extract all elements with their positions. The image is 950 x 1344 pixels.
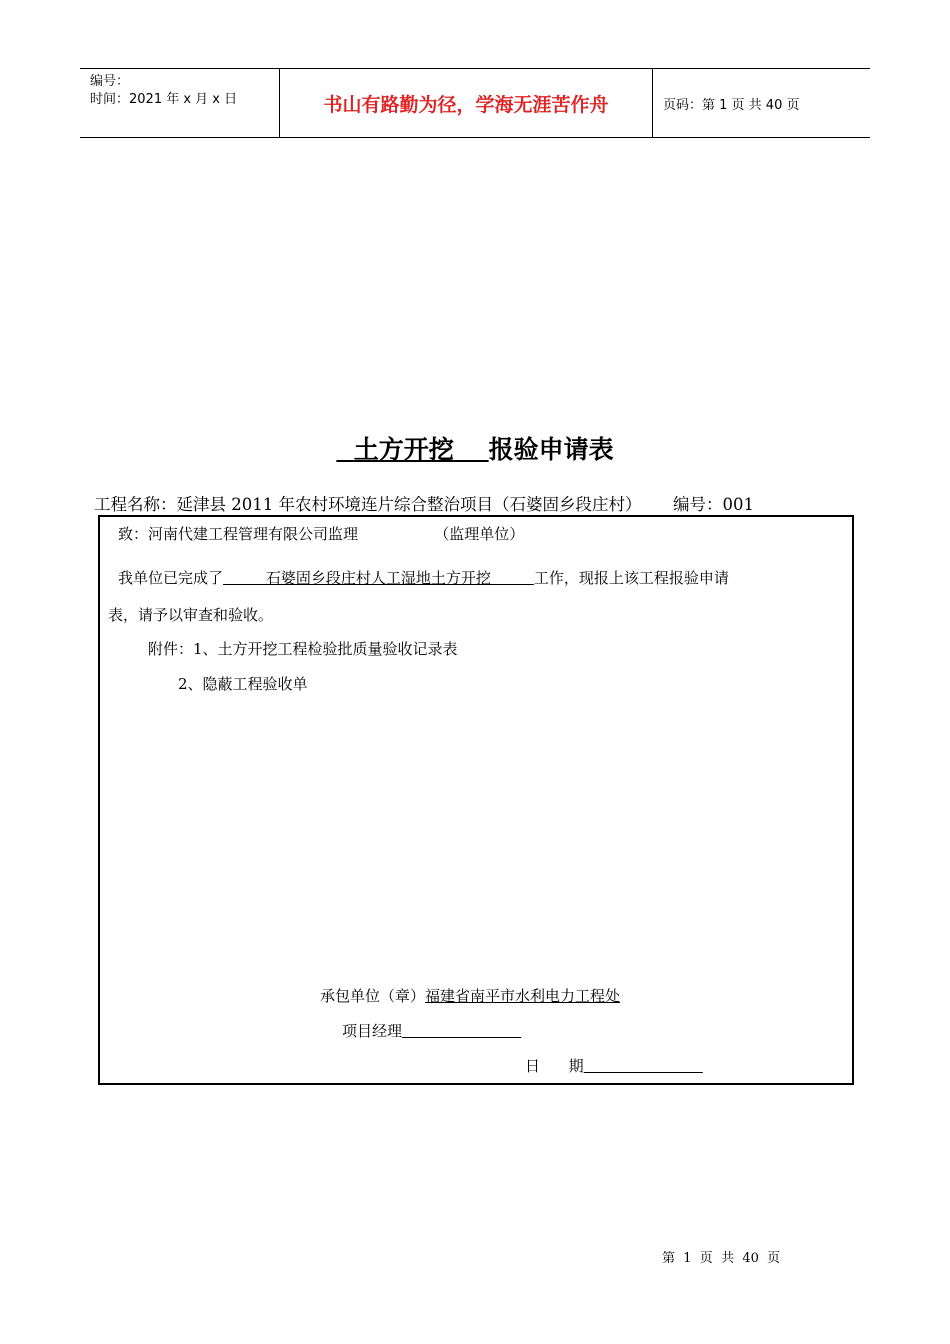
page-info: 页码：第 1 页 共 40 页 [663,97,800,113]
form-title [0,430,950,466]
title-item: 土方开挖 [353,435,454,464]
motto: 书山有路勤为径，学海无涯苦作舟 [280,69,653,137]
header-table [80,68,870,138]
manager-label: 项目经理 [342,1022,403,1040]
attachment-2: 2、隐蔽工程验收单 [178,675,308,693]
number-label: 编号： [90,74,130,89]
title-prefix-space [336,435,353,464]
title-rest: 报验申请表 [488,435,614,464]
body-line-1 [118,567,729,588]
body-suffix: 工作，现报上该工程报验申请 [533,569,729,587]
body-line-2: 表，请予以审查和验收。 [108,606,274,624]
contractor-line [320,985,620,1006]
contractor-name: 福建省南平市水利电力工程处 [425,987,621,1005]
page-footer: 第 1 页 共 40 页 [662,1251,781,1266]
date-blank [584,1057,703,1075]
work-name: 石婆固乡段庄村人工湿地土方开挖 [223,569,534,587]
date-label: 日 期 [525,1057,584,1075]
form-box [98,515,854,1085]
manager-blank [402,1022,521,1040]
project-name-line: 工程名称：延津县 2011 年农村环境连片综合整治项目（石婆固乡段庄村） 编号：001 [94,495,754,514]
to-line: 致：河南代建工程管理有限公司监理 （监理单位） [118,525,525,543]
time-label: 时间：2021 年 x 月 x 日 [90,92,238,107]
contractor-label: 承包单位（章） [320,987,426,1005]
header-left-cell [80,69,280,137]
title-suffix-space [454,435,489,464]
body-prefix: 我单位已完成了 [118,569,224,587]
manager-line [342,1020,521,1041]
attachment-1: 附件：1、土方开挖工程检验批质量验收记录表 [148,640,458,658]
date-line [525,1055,703,1076]
